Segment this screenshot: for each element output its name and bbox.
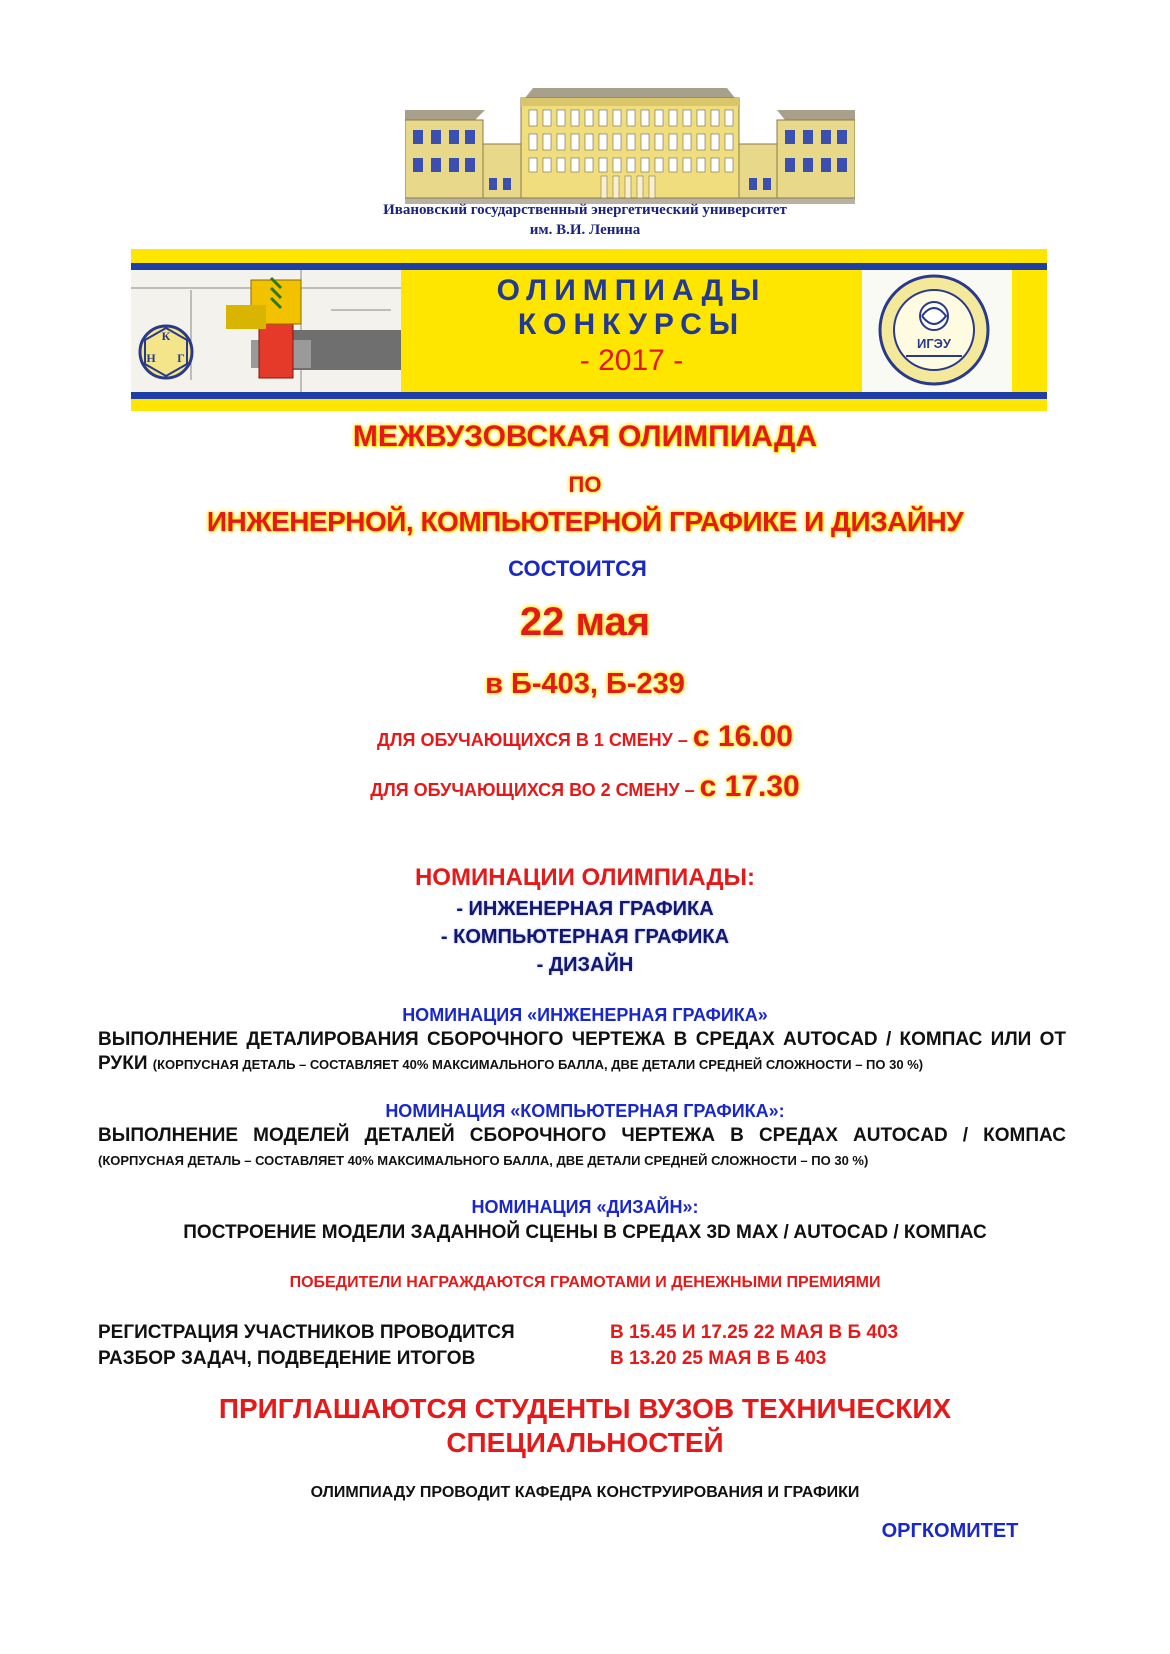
nomination-item: - КОМПЬЮТЕРНАЯ ГРАФИКА bbox=[440, 926, 730, 948]
olympiad-subject: ИНЖЕНЕРНОЙ, КОМПЬЮТЕРНОЙ ГРАФИКЕ И ДИЗАЙНУ bbox=[206, 506, 964, 537]
igeu-emblem bbox=[862, 270, 1012, 392]
title-preposition: ПО bbox=[568, 472, 602, 497]
main-title: МЕЖВУЗОВСКАЯ ОЛИМПИАДА bbox=[352, 420, 818, 453]
university-building-image bbox=[405, 86, 855, 204]
registration-label: РЕГИСТРАЦИЯ УЧАСТНИКОВ ПРОВОДИТСЯ bbox=[98, 1322, 515, 1343]
section-design-heading: НОМИНАЦИЯ «ДИЗАЙН»: bbox=[471, 1197, 699, 1217]
emblem-igeu-label: ИГЭУ bbox=[916, 336, 952, 351]
university-name bbox=[0, 200, 1170, 240]
section-engineering-note: (КОРПУСНАЯ ДЕТАЛЬ – СОСТАВЛЯЕТ 40% МАКСИМАЛЬНОГО БАЛЛА, ДВЕ ДЕТАЛИ СРЕДНЕЙ СЛОЖНОСТИ – ПО 30 %) bbox=[152, 1057, 924, 1072]
shift1-time: с 16.00 bbox=[692, 720, 793, 753]
university-name-line1: Ивановский государственный энергетический университет bbox=[383, 202, 787, 218]
invitation-line2: СПЕЦИАЛЬНОСТЕЙ bbox=[446, 1427, 724, 1458]
emblem-letter-g: Г bbox=[177, 351, 185, 365]
shift1-label: ДЛЯ ОБУЧАЮЩИХСЯ В 1 СМЕНУ – bbox=[377, 730, 693, 750]
invitation-line1: ПРИГЛАШАЮТСЯ СТУДЕНТЫ ВУЗОВ ТЕХНИЧЕСКИХ bbox=[218, 1393, 952, 1424]
banner-contests: КОНКУРСЫ bbox=[517, 308, 746, 341]
winners-note: ПОБЕДИТЕЛИ НАГРАЖДАЮТСЯ ГРАМОТАМИ И ДЕНЕЖНЫМИ ПРЕМИЯМИ bbox=[289, 1274, 881, 1291]
event-date: 22 мая bbox=[519, 600, 651, 644]
emblem-letter-k: К bbox=[161, 329, 171, 343]
review-row bbox=[98, 1348, 826, 1370]
section-engineering-text bbox=[98, 1028, 1066, 1077]
registration-value: В 15.45 И 17.25 22 МАЯ В Б 403 bbox=[610, 1322, 899, 1343]
university-name-line2: им. В.И. Ленина bbox=[529, 222, 641, 238]
section-design-text: ПОСТРОЕНИЕ МОДЕЛИ ЗАДАННОЙ СЦЕНЫ В СРЕДАХ 3D MAX / AUTOCAD / КОМПАС bbox=[183, 1222, 987, 1243]
nomination-item: - ИНЖЕНЕРНАЯ ГРАФИКА bbox=[456, 898, 714, 920]
shift2-label: ДЛЯ ОБУЧАЮЩИХСЯ ВО 2 СМЕНУ – bbox=[370, 780, 700, 800]
banner-top-stripe bbox=[131, 263, 1047, 270]
nominations-heading: НОМИНАЦИИ ОЛИМПИАДЫ: bbox=[414, 864, 756, 891]
invitation bbox=[0, 1392, 1170, 1460]
section-computer-text bbox=[98, 1124, 1066, 1173]
review-value: В 13.20 25 МАЯ В Б 403 bbox=[610, 1348, 827, 1369]
shift2-line bbox=[0, 770, 1170, 804]
banner-bottom-stripe bbox=[131, 392, 1047, 399]
section-computer-main: ВЫПОЛНЕНИЕ МОДЕЛЕЙ ДЕТАЛЕЙ СБОРОЧНОГО ЧЕРТЕЖА В СРЕДАХ AUTOCAD / КОМПАС bbox=[98, 1125, 1066, 1146]
banner-title-block bbox=[401, 270, 862, 392]
section-computer-heading: НОМИНАЦИЯ «КОМПЬЮТЕРНАЯ ГРАФИКА»: bbox=[385, 1101, 785, 1121]
section-engineering-main: ВЫПОЛНЕНИЕ ДЕТАЛИРОВАНИЯ СБОРОЧНОГО ЧЕРТЕЖА В СРЕДАХ AUTOCAD / КОМПАС ИЛИ ОТ РУКИ bbox=[98, 1029, 1066, 1074]
shift2-time: с 17.30 bbox=[699, 770, 800, 803]
review-label: РАЗБОР ЗАДАЧ, ПОДВЕДЕНИЕ ИТОГОВ bbox=[98, 1348, 476, 1369]
emblem-letter-n: Н bbox=[146, 351, 156, 365]
department-note: ОЛИМПИАДУ ПРОВОДИТ КАФЕДРА КОНСТРУИРОВАНИЯ И ГРАФИКИ bbox=[310, 1484, 860, 1501]
banner-olympiads: ОЛИМПИАДЫ bbox=[496, 274, 767, 307]
event-rooms: в Б-403, Б-239 bbox=[485, 668, 685, 700]
engineering-drawing-image bbox=[131, 270, 401, 392]
organizing-committee: ОРГКОМИТЕТ bbox=[881, 1520, 1019, 1542]
registration-row bbox=[98, 1322, 898, 1344]
shift1-line bbox=[0, 720, 1170, 754]
banner-year: - 2017 - bbox=[579, 344, 684, 377]
section-computer-note: (КОРПУСНАЯ ДЕТАЛЬ – СОСТАВЛЯЕТ 40% МАКСИМАЛЬНОГО БАЛЛА, ДВЕ ДЕТАЛИ СРЕДНЕЙ СЛОЖНОСТИ – ПО 30 %) bbox=[98, 1153, 869, 1168]
will-take-place: СОСТОИТСЯ bbox=[508, 556, 647, 581]
nomination-item: - ДИЗАЙН bbox=[536, 954, 634, 976]
section-engineering-heading: НОМИНАЦИЯ «ИНЖЕНЕРНАЯ ГРАФИКА» bbox=[402, 1005, 768, 1025]
